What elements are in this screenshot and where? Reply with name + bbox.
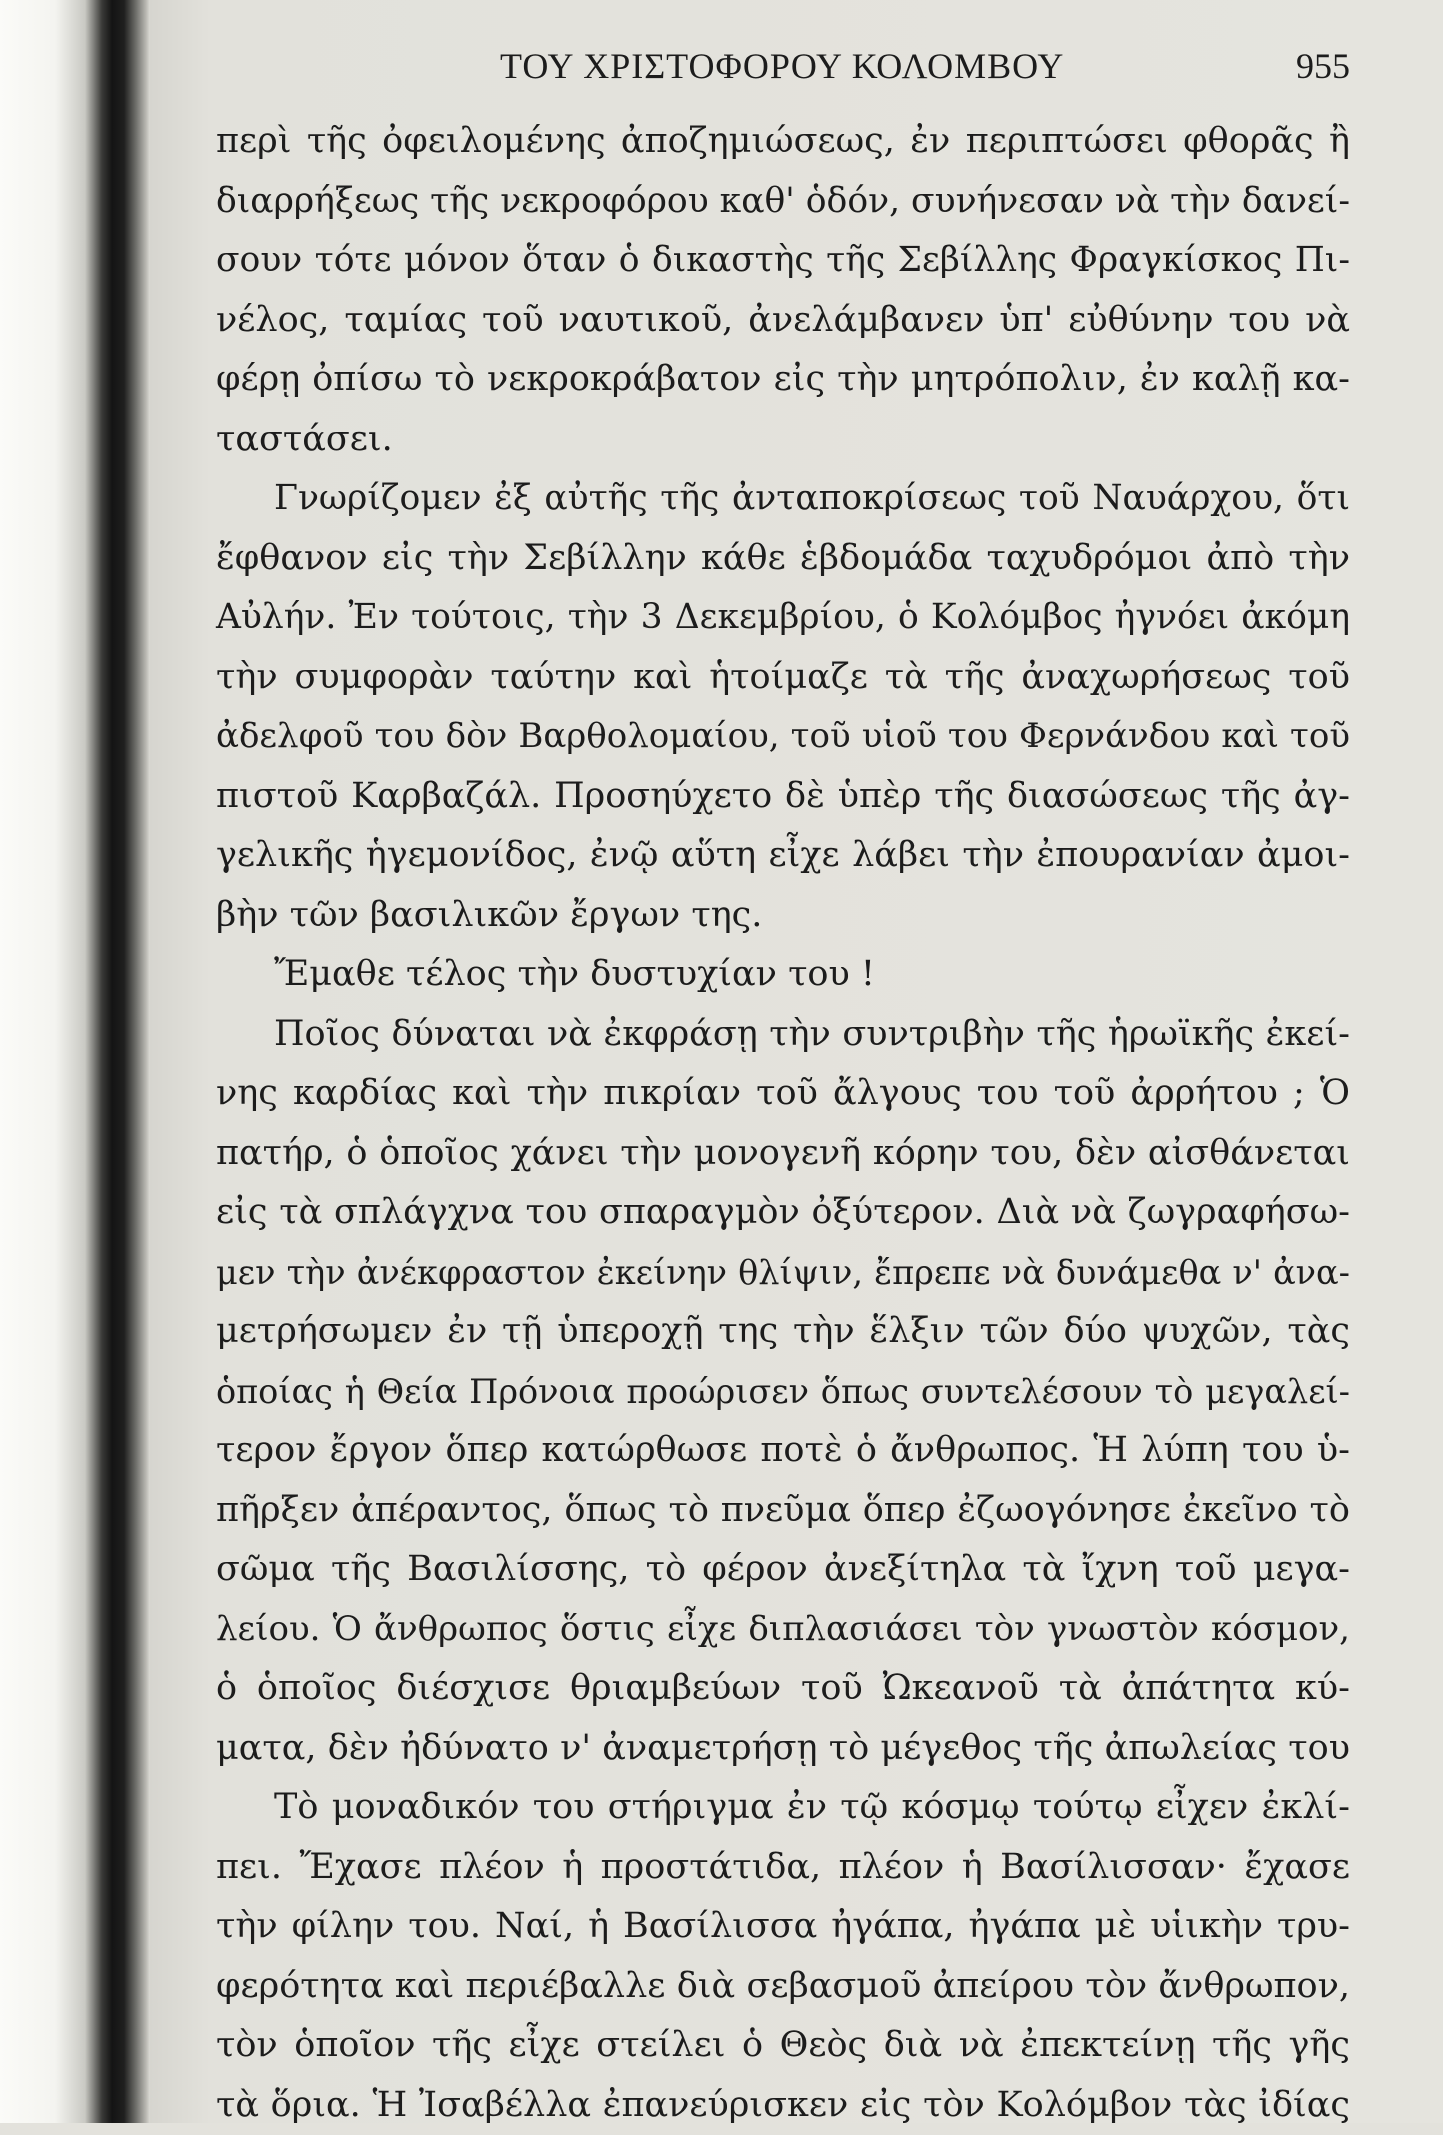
text-line: φέρῃ ὀπίσω τὸ νεκροκράβατον εἰς τὴν μητρόπολιν, ἐν καλῇ κα- [216,350,1350,410]
book-gutter [0,0,150,2123]
text-line: νέλος, ταμίας τοῦ ναυτικοῦ, ἀνελάμβανεν ὑπ' εὐθύνην του νὰ [216,291,1350,351]
text-line: τὴν φίλην του. Ναί, ἡ Βασίλισσα ἠγάπα, ἠγάπα μὲ υἱικὴν τρυ- [216,1897,1350,1957]
text-line: Γνωρίζομεν ἐξ αὐτῆς τῆς ἀνταποκρίσεως τοῦ Ναυάρχου, ὅτι [216,469,1350,529]
text-line: ταστάσει. [216,410,1350,470]
text-line: σουν τότε μόνον ὅταν ὁ δικαστὴς τῆς Σεβίλλης Φραγκίσκος Πι- [216,231,1350,291]
text-line: εἰς τὰ σπλάγχνα του σπαραγμὸν ὀξύτερον. Διὰ νὰ ζωγραφήσω- [216,1183,1350,1243]
text-body [216,112,1350,2102]
text-line: ματα, δὲν ἠδύνατο ν' ἀναμετρήσῃ τὸ μέγεθος τῆς ἀπωλείας του [216,1719,1350,1779]
text-line: Αὐλήν. Ἐν τούτοις, τὴν 3 Δεκεμβρίου, ὁ Κολόμβος ἠγνόει ἀκόμη [216,588,1350,648]
text-line: διαρρήξεως τῆς νεκροφόρου καθ' ὁδόν, συνήνεσαν νὰ τὴν δανεί- [216,172,1350,232]
text-line: φερότητα καὶ περιέβαλλε διὰ σεβασμοῦ ἀπείρου τὸν ἄνθρωπον, [216,1957,1350,2017]
text-line: Ἔμαθε τέλος τὴν δυστυχίαν του ! [216,945,1350,1005]
text-line: ἔφθανον εἰς τὴν Σεβίλλην κάθε ἑβδομάδα ταχυδρόμοι ἀπὸ τὴν [216,529,1350,589]
text-line: τὴν συμφορὰν ταύτην καὶ ἡτοίμαζε τὰ τῆς ἀναχωρήσεως τοῦ [216,648,1350,708]
text-line: Ποῖος δύναται νὰ ἐκφράσῃ τὴν συντριβὴν τῆς ἡρωϊκῆς ἐκεί- [216,1005,1350,1065]
page-number: 955 [1296,44,1350,88]
text-line: μεν τὴν ἀνέκφραστον ἐκείνην θλίψιν, ἔπρεπε νὰ δυνάμεθα ν' ἀνα- [216,1243,1350,1303]
text-line: τὰ ὅρια. Ἡ Ἰσαβέλλα ἐπανεύρισκεν εἰς τὸν Κολόμβον τὰς ἰδίας [216,2076,1350,2135]
text-line: πιστοῦ Καρβαζάλ. Προσηύχετο δὲ ὑπὲρ τῆς διασώσεως τῆς ἀγ- [216,767,1350,827]
text-line: σῶμα τῆς Βασιλίσσης, τὸ φέρον ἀνεξίτηλα τὰ ἴχνη τοῦ μεγα- [216,1540,1350,1600]
text-line: ὁποίας ἡ Θεία Πρόνοια προώρισεν ὅπως συντελέσουν τὸ μεγαλεί- [216,1362,1350,1422]
text-line: βὴν τῶν βασιλικῶν ἔργων της. [216,886,1350,946]
running-title: ΤΟΥ ΧΡΙΣΤΟΦΟΡΟΥ ΚΟΛΟΜΒΟΥ [500,44,1064,88]
text-line: λείου. Ὁ ἄνθρωπος ὅστις εἶχε διπλασιάσει τὸν γνωστὸν κόσμον, [216,1600,1350,1660]
text-line: πατήρ, ὁ ὁποῖος χάνει τὴν μονογενῆ κόρην του, δὲν αἰσθάνεται [216,1124,1350,1184]
text-line: Τὸ μοναδικόν του στήριγμα ἐν τῷ κόσμῳ τούτῳ εἶχεν ἐκλί- [216,1778,1350,1838]
running-head [350,44,1350,88]
text-line: νης καρδίας καὶ τὴν πικρίαν τοῦ ἄλγους του τοῦ ἀρρήτου ; Ὁ [216,1064,1350,1124]
text-line: πῆρξεν ἀπέραντος, ὅπως τὸ πνεῦμα ὅπερ ἐζωογόνησε ἐκεῖνο τὸ [216,1481,1350,1541]
text-line: περὶ τῆς ὀφειλομένης ἀποζημιώσεως, ἐν περιπτώσει φθορᾶς ἢ [216,112,1350,172]
text-line: γελικῆς ἡγεμονίδος, ἐνῷ αὕτη εἶχε λάβει τὴν ἐπουρανίαν ἀμοι- [216,826,1350,886]
text-line: τὸν ὁποῖον τῆς εἶχε στείλει ὁ Θεὸς διὰ νὰ ἐπεκτείνῃ τῆς γῆς [216,2016,1350,2076]
text-line: ἀδελφοῦ του δὸν Βαρθολομαίου, τοῦ υἱοῦ του Φερνάνδου καὶ τοῦ [216,707,1350,767]
text-line: μετρήσωμεν ἐν τῇ ὑπεροχῇ της τὴν ἕλξιν τῶν δύο ψυχῶν, τὰς [216,1302,1350,1362]
text-line: τερον ἔργον ὅπερ κατώρθωσε ποτὲ ὁ ἄνθρωπος. Ἡ λύπη του ὑ- [216,1421,1350,1481]
text-line: πει. Ἔχασε πλέον ἡ προστάτιδα, πλέον ἡ Βασίλισσαν· ἔχασε [216,1838,1350,1898]
text-line: ὁ ὁποῖος διέσχισε θριαμβεύων τοῦ Ὠκεανοῦ τὰ ἀπάτητα κύ- [216,1659,1350,1719]
